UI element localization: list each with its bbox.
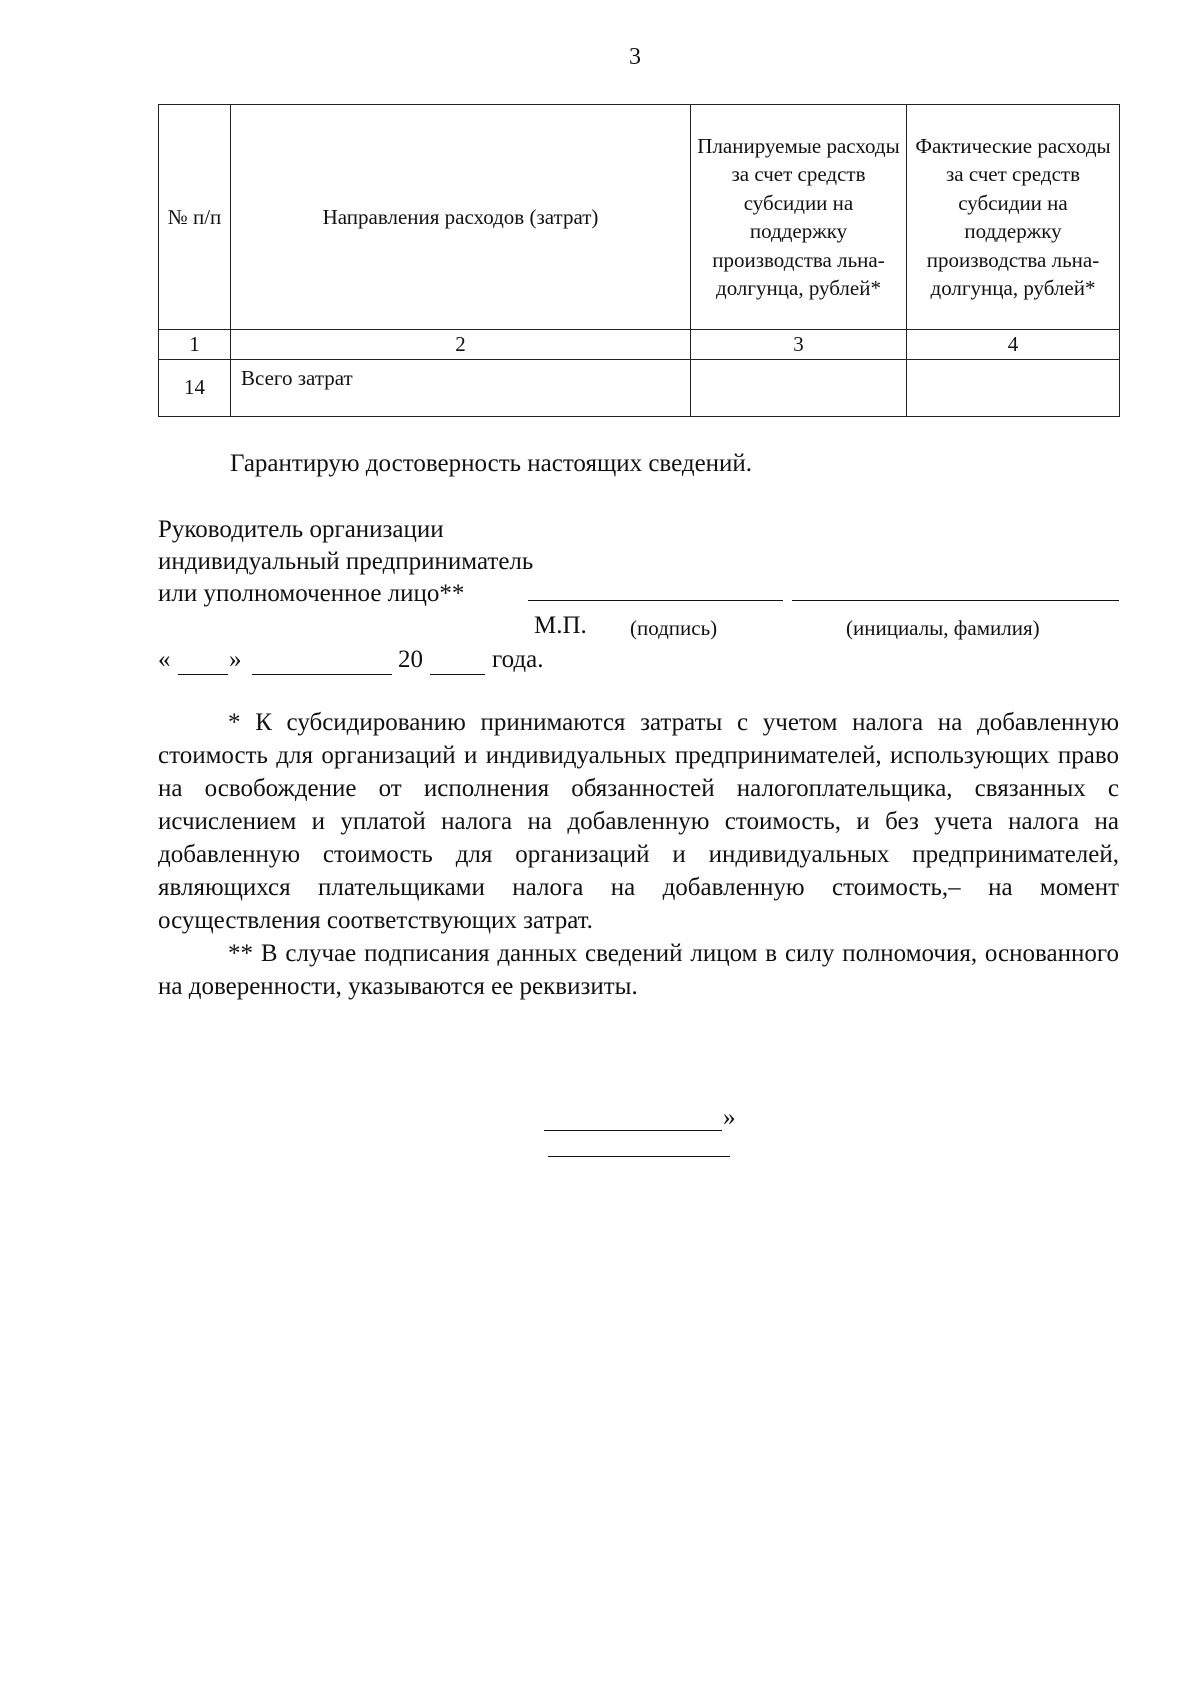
stamp-placeholder: М.П. bbox=[534, 612, 587, 639]
date-suffix: года. bbox=[492, 646, 544, 673]
header-actual: Фактические расходы за счет средств субсидии на поддержку производства льна-долгунца, рублей* bbox=[907, 105, 1120, 330]
guarantee-statement: Гарантирую достоверность настоящих сведений. bbox=[230, 450, 753, 477]
end-line-lower bbox=[548, 1156, 730, 1157]
signer-line-1: Руководитель организации bbox=[158, 516, 444, 543]
column-number: 4 bbox=[907, 330, 1120, 360]
signer-block bbox=[158, 514, 533, 610]
row-direction: Всего затрат bbox=[231, 359, 691, 416]
date-century: 20 bbox=[398, 646, 423, 673]
date-close-quote: » bbox=[229, 646, 242, 673]
name-caption: (инициалы, фамилия) bbox=[846, 616, 1040, 640]
header-direction: Направления расходов (затрат) bbox=[231, 105, 691, 330]
row-actual-value bbox=[907, 359, 1120, 416]
date-year-line bbox=[430, 674, 485, 675]
row-number: 14 bbox=[159, 359, 231, 416]
column-number-row bbox=[159, 330, 1120, 360]
header-planned: Планируемые расходы за счет средств субсидии на поддержку производства льна-долгунца, рублей* bbox=[691, 105, 907, 330]
table-row bbox=[159, 359, 1120, 416]
table-header-row bbox=[159, 105, 1120, 330]
name-line bbox=[792, 600, 1119, 601]
column-number: 3 bbox=[691, 330, 907, 360]
footnotes bbox=[158, 706, 1119, 1003]
date-open-quote: « bbox=[158, 646, 171, 673]
page-number: 3 bbox=[629, 44, 641, 70]
signer-line-3: или уполномоченное лицо** bbox=[158, 580, 465, 607]
date-month-line bbox=[252, 674, 392, 675]
end-quote: » bbox=[723, 1104, 736, 1131]
column-number: 1 bbox=[159, 330, 231, 360]
footnote-power-of-attorney: ** В случае подписания данных сведений лицом в силу полномочия, основанного на доверенности, указываются ее реквизиты. bbox=[158, 940, 1119, 1000]
header-number: № п/п bbox=[159, 105, 231, 330]
expenses-table bbox=[158, 104, 1120, 417]
signer-line-2: индивидуальный предприниматель bbox=[158, 548, 534, 575]
footnote-vat: * К субсидированию принимаются затраты с учетом налога на добавленную стоимость для организаций и индивидуальных предпринимателей, использующих право на освобождение от исполнения обязанностей налогоплательщика, связанных с исчислением и уплатой налога на добавленную стоимость, и без учета налога на добавленную стоимость для организаций и индивидуальных предпринимателей, являющихся плательщиками налога на добавленную стоимость,– на момент осуществления соответствующих затрат. bbox=[158, 709, 1119, 934]
column-number: 2 bbox=[231, 330, 691, 360]
signature-line bbox=[528, 600, 783, 601]
date-day-line bbox=[178, 674, 228, 675]
signature-caption: (подпись) bbox=[630, 616, 718, 640]
end-line-upper bbox=[544, 1130, 722, 1131]
row-planned-value bbox=[691, 359, 907, 416]
